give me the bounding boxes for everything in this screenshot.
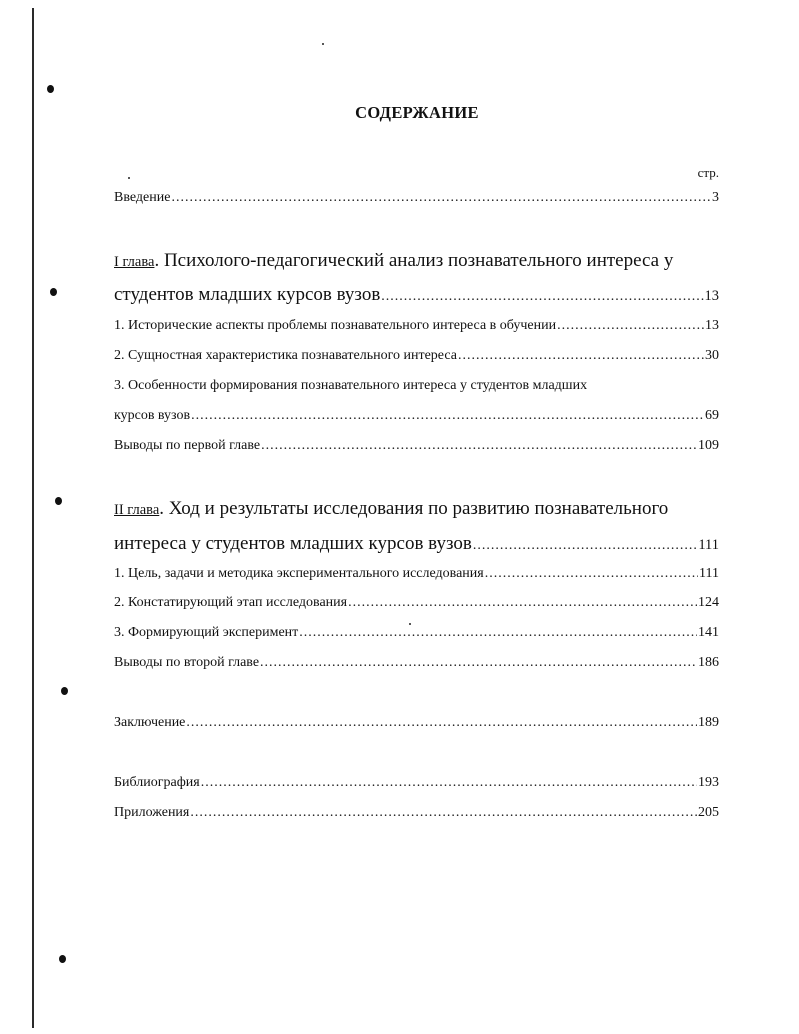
toc-entry-section: [114, 438, 719, 454]
toc-entry-chapter1: [114, 284, 719, 306]
toc-entry-section: [114, 595, 719, 611]
toc-entry-intro: [114, 190, 719, 206]
leader-dots: [473, 538, 697, 554]
punch-hole-mark: [55, 497, 62, 505]
toc-entry-label: Выводы по второй главе: [114, 655, 260, 670]
page-title: СОДЕРЖАНИЕ: [355, 103, 479, 122]
toc-entry-section: [114, 318, 719, 334]
toc-entry-page: 13: [704, 288, 719, 304]
toc-entry-chapter2: [114, 533, 719, 555]
toc-entry-section: [114, 625, 719, 641]
leader-dots: [191, 408, 704, 424]
punch-hole-mark: [59, 955, 66, 963]
leader-dots: [186, 715, 697, 731]
punch-hole-mark: [50, 288, 57, 296]
chapter2-title-line1: . Ход и результаты исследования по развитию познавательного: [159, 498, 669, 519]
leader-dots: [260, 655, 697, 671]
toc-entry-page: 111: [699, 566, 719, 581]
toc-entry-label: Введение: [114, 190, 171, 205]
punch-hole-mark: [61, 687, 68, 695]
toc-entry-section: [114, 566, 719, 582]
toc-entry-label: 2. Констатирующий этап исследования: [114, 595, 348, 610]
chapter1-number: I глава: [114, 254, 155, 270]
leader-dots: [348, 595, 697, 611]
leader-dots: [201, 775, 697, 791]
toc-entry-page: 189: [698, 715, 719, 730]
toc-entry-page: 13: [705, 318, 719, 333]
toc-entry-label: Библиография: [114, 775, 200, 790]
toc-entry-label: курсов вузов: [114, 408, 191, 423]
toc-entry-page: 186: [698, 655, 719, 670]
chapter2-title-line2: интереса у студентов младших курсов вузов: [114, 533, 472, 554]
leader-dots: [485, 566, 698, 582]
toc-entry-label: 2. Сущностная характеристика познавательного интереса: [114, 348, 457, 363]
scan-speck: [128, 177, 130, 179]
chapter1-title-line1: . Психолого-педагогический анализ познавательного интереса у: [154, 250, 674, 271]
page-column-label: стр.: [697, 165, 719, 180]
leader-dots: [381, 289, 703, 305]
page-edge-line: [32, 8, 34, 1028]
toc-entry-label: Заключение: [114, 715, 186, 730]
toc-entry-label: Приложения: [114, 805, 190, 820]
chapter2-number: II глава: [114, 502, 160, 518]
chapter2-title: [114, 498, 724, 520]
toc-entry-section: [114, 655, 719, 671]
leader-dots: [171, 190, 711, 206]
toc-entry-conclusion: [114, 715, 719, 731]
toc-entry-page: 141: [698, 625, 719, 640]
toc-entry-section: [114, 408, 719, 424]
leader-dots: [190, 805, 697, 821]
toc-entry-page: 193: [698, 775, 719, 790]
chapter1-title: [114, 250, 724, 272]
leader-dots: [458, 348, 704, 364]
toc-entry-page: 205: [698, 805, 719, 820]
leader-dots: [557, 318, 704, 334]
toc-entry-page: 3: [712, 190, 719, 205]
leader-dots: [299, 625, 697, 641]
toc-entry-section-line1: [114, 378, 719, 394]
toc-entry-page: 109: [698, 438, 719, 453]
toc-entry-label: 1. Цель, задачи и методика экспериментального исследования: [114, 566, 484, 581]
toc-entry-page: 111: [698, 537, 719, 553]
leader-dots: [261, 438, 697, 454]
toc-entry-section: [114, 348, 719, 364]
toc-entry-page: 69: [705, 408, 719, 423]
toc-entry-label: Выводы по первой главе: [114, 438, 261, 453]
scan-speck: [322, 43, 324, 45]
toc-entry-page: 124: [698, 595, 719, 610]
toc-entry-label: 3. Особенности формирования познавательного интереса у студентов младших: [114, 378, 588, 393]
chapter1-title-line2: студентов младших курсов вузов: [114, 284, 381, 305]
toc-entry-label: 1. Исторические аспекты проблемы познавательного интереса в обучении: [114, 318, 557, 333]
toc-entry-bibliography: [114, 775, 719, 791]
punch-hole-mark: [47, 85, 54, 93]
toc-entry-appendices: [114, 805, 719, 821]
toc-entry-label: 3. Формирующий эксперимент: [114, 625, 299, 640]
toc-entry-page: 30: [705, 348, 719, 363]
